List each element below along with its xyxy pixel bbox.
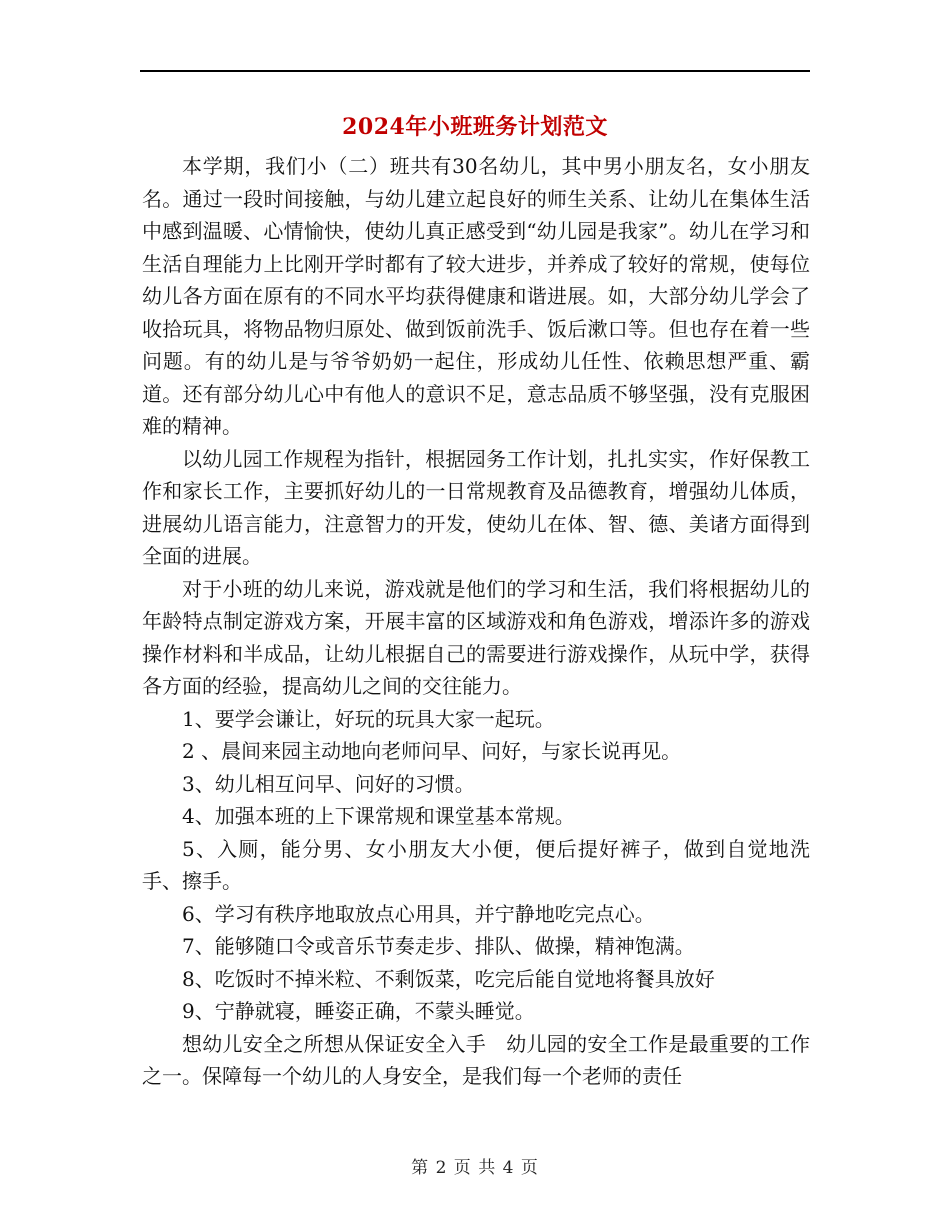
- body-paragraph: 本学期，我们小（二）班共有30名幼儿，其中男小朋友名，女小朋友名。通过一段时间接触，与幼儿建立起良好的师生关系、让幼儿在集体生活中感到温暖、心情愉快，使幼儿真正感受到“幼儿园是我家”。幼儿在学习和生活自理能力上比刚开学时都有了较大进步，并养成了较好的常规，使每位幼儿各方面在原有的不同水平均获得健康和谐进展。如，大部分幼儿学会了收拾玩具，将物品物归原处、做到饭前洗手、饭后漱口等。但也存在着一些问题。有的幼儿是与爷爷奶奶一起住，形成幼儿任性、依赖思想严重、霸道。还有部分幼儿心中有他人的意识不足，意志品质不够坚强，没有克服困难的精神。: [142, 154, 810, 438]
- list-item: 7、能够随口令或音乐节奏走步、排队、做操，精神饱满。: [182, 934, 695, 958]
- list-item: 5、入厕，能分男、女小朋友大小便，便后提好裤子，做到自觉地洗手、擦手。: [142, 836, 810, 893]
- list-item: 2 、晨间来园主动地向老师问早、问好，与家长说再见。: [182, 739, 682, 763]
- list-item: 4、加强本班的上下课常规和课堂基本常规。: [182, 804, 575, 828]
- body-paragraph: 以幼儿园工作规程为指针，根据园务工作计划，扎扎实实，作好保教工作和家长工作，主要抓好幼儿的一日常规教育及品德教育，增强幼儿体质，进展幼儿语言能力，注意智力的开发，使幼儿在体、智、德、美诸方面得到全面的进展。: [142, 446, 810, 568]
- list-item: 9、宁静就寝，睡姿正确，不蒙头睡觉。: [182, 999, 535, 1023]
- list-item: 3、幼儿相互问早、问好的习惯。: [182, 771, 475, 796]
- header-rule: [140, 70, 810, 72]
- document-title: 2024年小班班务计划范文: [342, 114, 608, 140]
- page-number-footer: 第 2 页 共 4 页: [411, 1158, 539, 1178]
- body-paragraph: 想幼儿安全之所想从保证安全入手 幼儿园的安全工作是最重要的工作之一。保障每一个幼儿的人身安全，是我们每一个老师的责任: [142, 1031, 810, 1088]
- list-item: 1、要学会谦让，好玩的玩具大家一起玩。: [182, 706, 555, 731]
- list-item: 8、吃饭时不掉米粒、不剩饭菜，吃完后能自觉地将餐具放好: [182, 966, 715, 991]
- body-paragraph: 对于小班的幼儿来说，游戏就是他们的学习和生活，我们将根据幼儿的年龄特点制定游戏方案，开展丰富的区域游戏和角色游戏，增添许多的游戏操作材料和半成品，让幼儿根据自己的需要进行游戏操作，从玩中学，获得各方面的经验，提高幼儿之间的交往能力。: [142, 576, 810, 698]
- list-item: 6、学习有秩序地取放点心用具，并宁静地吃完点心。: [182, 901, 655, 926]
- document-body: [142, 150, 810, 1093]
